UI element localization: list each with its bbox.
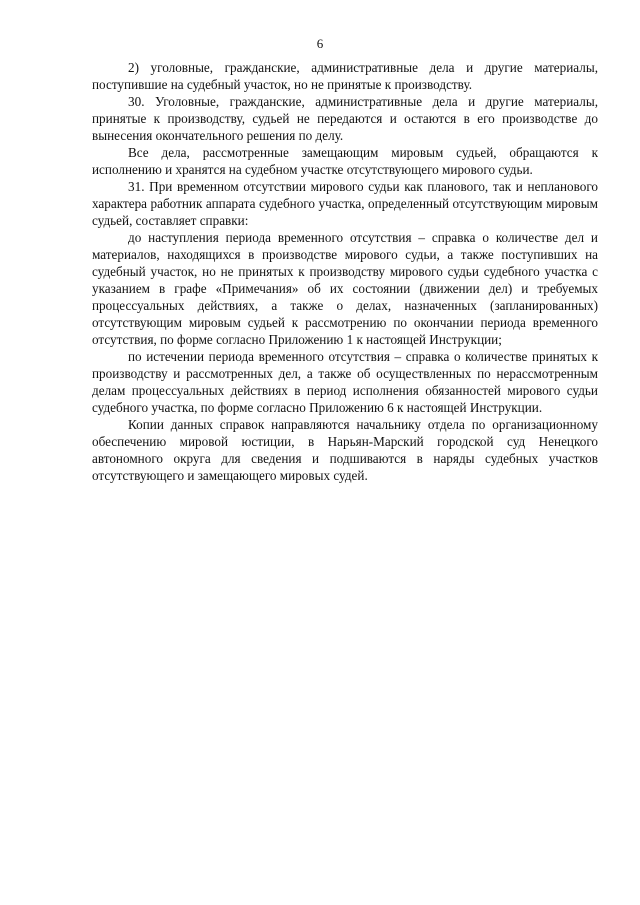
- page-number: 6: [316, 36, 324, 51]
- paragraph-before-absence: до наступления периода временного отсутствия – справка о количестве дел и материалов, находящихся в производстве мирового судьи, а также поступивших на судебный участок, но не принятых к производству мирового судьи судебного участка с указанием в графе «Примечания» об их состоянии (движении дел) и требуемых процессуальных действиях, а также о делах, назначенных (запланированных) отсутствующим мировым судьей к рассмотрению по окончании периода временного отсутствия, по форме согласно Приложению 1 к настоящей Инструкции;: [92, 230, 598, 347]
- paragraph-31: 31. При временном отсутствии мирового судьи как планового, так и непланового характера работник аппарата судебного участка, определенный отсутствующим мировым судьей, составляет справки:: [92, 179, 598, 228]
- paragraph-copies: Копии данных справок направляются начальнику отдела по организационному обеспечению мировой юстиции, в Нарьян-Марский городской суд Ненецкого автономного округа для сведения и подшиваются в наряды судебных участков отсутствующего и замещающего мировых судей.: [92, 417, 598, 483]
- document-body: [92, 59, 598, 484]
- paragraph-30: 30. Уголовные, гражданские, административные дела и другие материалы, принятые к производству, судьей не передаются и остаются в его производстве до вынесения окончательного решения по делу.: [92, 94, 598, 143]
- paragraph-cases-execution: Все дела, рассмотренные замещающим мировым судьей, обращаются к исполнению и хранятся на судебном участке отсутствующего мирового судьи.: [92, 145, 598, 177]
- paragraph-item-2: 2) уголовные, гражданские, административные дела и другие материалы, поступившие на судебный участок, но не принятые к производству.: [92, 60, 598, 92]
- paragraph-after-absence: по истечении периода временного отсутствия – справка о количестве принятых к производству и рассмотренных дел, а также об осуществленных по нерассмотренным делам процессуальных действиях в период исполнения обязанностей мирового судьи судебного участка, по форме согласно Приложению 6 к настоящей Инструкции.: [92, 349, 598, 415]
